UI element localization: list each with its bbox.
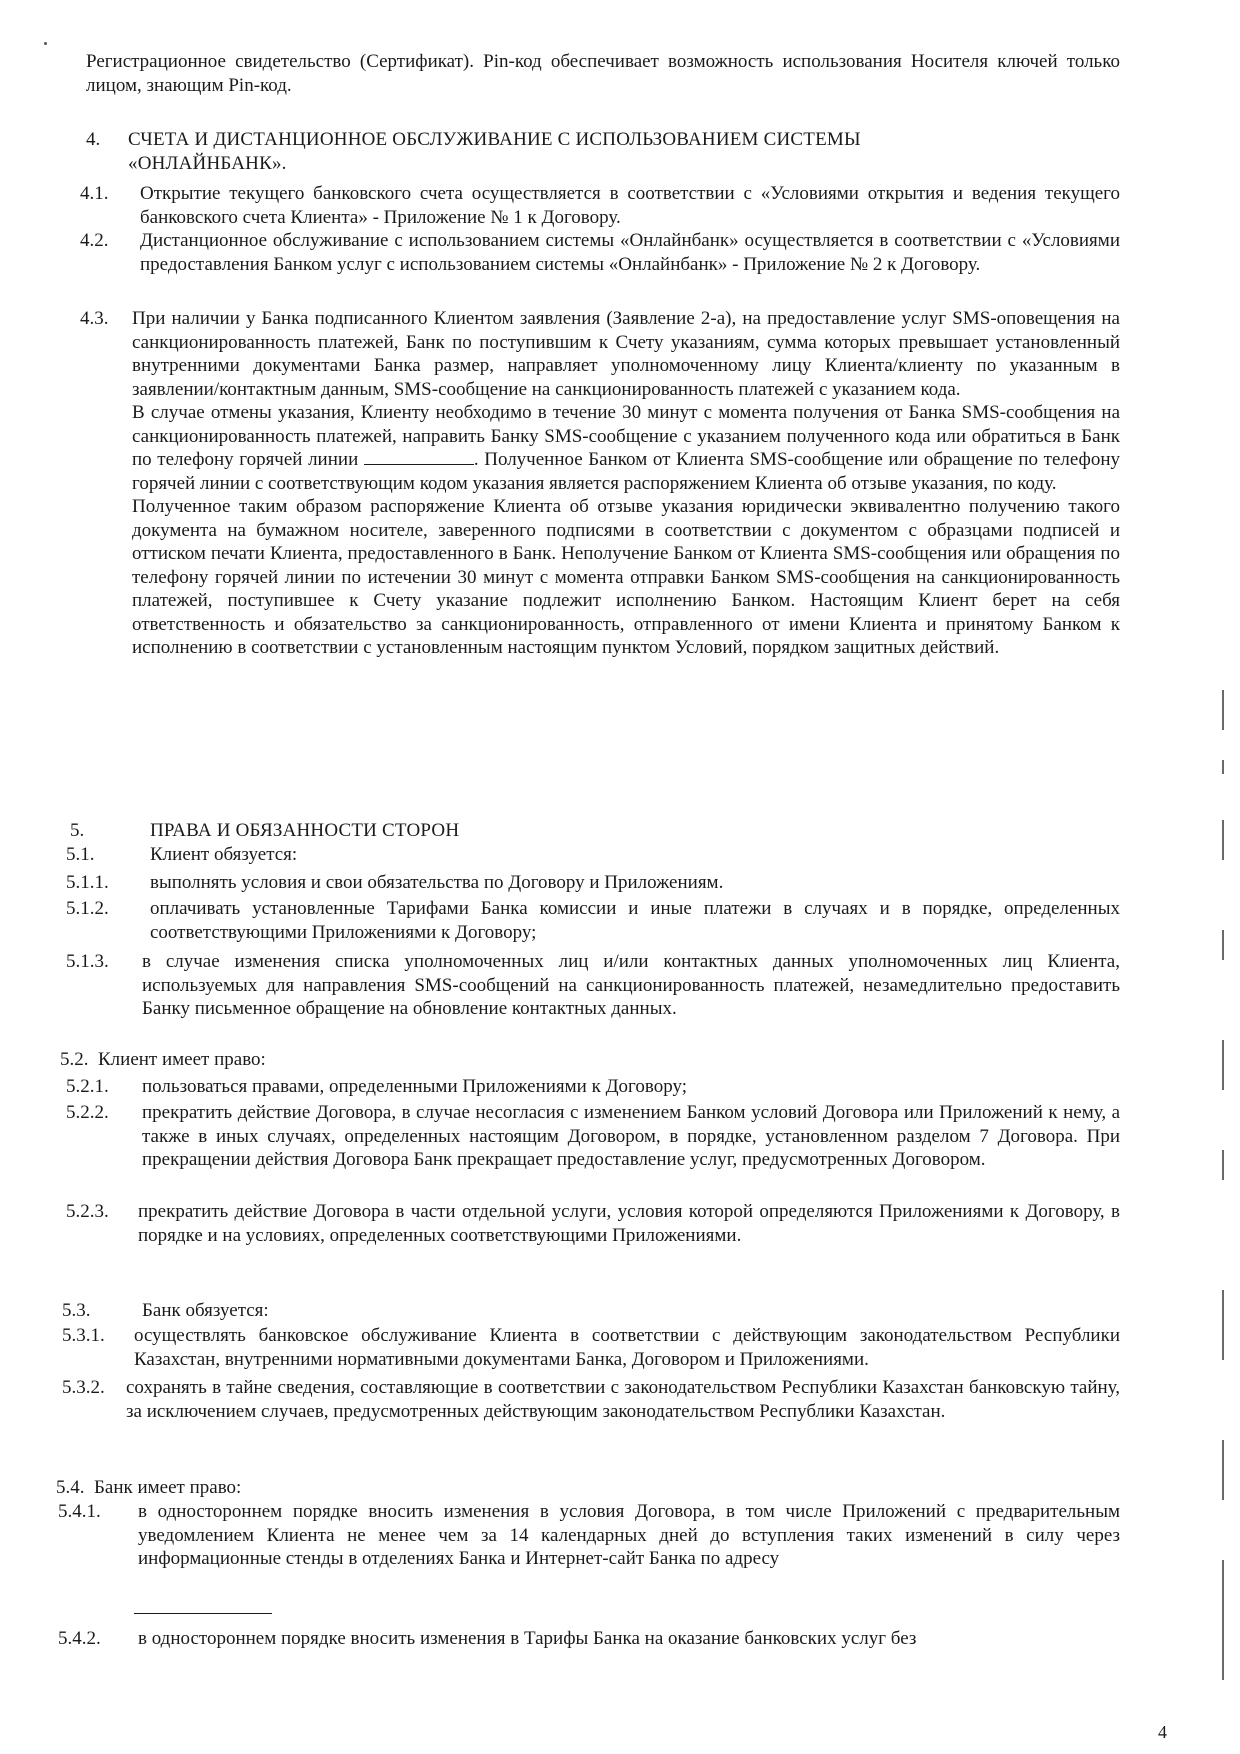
clause-4-1 [58, 182, 1120, 229]
scan-edge-mark [1222, 820, 1224, 860]
clause-number: 5.3. [62, 1300, 91, 1321]
clause-number: 5.1.2. [66, 898, 109, 919]
clause-5-2-1 [58, 1075, 1120, 1099]
clause-text: в одностороннем порядке вносить изменения в Тарифы Банка на оказание банковских услуг без [138, 1628, 917, 1649]
clause-5-3-1 [58, 1324, 1120, 1371]
clause-5-2-3 [58, 1200, 1120, 1247]
hotline-number-blank [364, 450, 474, 465]
clause-4-3 [58, 307, 1120, 660]
clause-5-4-2 [58, 1627, 1120, 1651]
scan-edge-mark [1222, 1560, 1224, 1680]
clause-number: 5.2.3. [66, 1201, 109, 1222]
section-4-title: СЧЕТА И ДИСТАНЦИОННОЕ ОБСЛУЖИВАНИЕ С ИСПОЛЬЗОВАНИЕМ СИСТЕМЫ «ОНЛАЙНБАНК». [128, 129, 861, 174]
clause-5-1-3 [58, 950, 1120, 1021]
section-4-number: 4. [86, 129, 101, 150]
clause-title: Банк обязуется: [142, 1300, 269, 1321]
clause-number: 4.3. [80, 308, 109, 329]
clause-5-3-2 [58, 1376, 1120, 1423]
scan-edge-mark [1222, 930, 1224, 960]
clause-number: 5.4.2. [58, 1628, 101, 1649]
clause-5-1-2 [58, 897, 1120, 944]
scan-speck [44, 42, 47, 45]
clause-text: Дистанционное обслуживание с использованием системы «Онлайнбанк» осуществляется в соответствии с «Условиями предоставления Банком услуг с использованием системы «Онлайнбанк» - Приложение № 2 к Договору. [140, 230, 1120, 275]
page-number: 4 [1158, 1722, 1167, 1742]
scan-edge-mark [1222, 1040, 1224, 1090]
clause-text: в одностороннем порядке вносить изменения в условия Договора, в том числе Приложений с предварительным уведомлением Клиента не менее чем за 14 календарных дней до вступления таких изменений в силу через информационные стенды в отделениях Банка и Интернет-сайт Банка по адресу [138, 1501, 1120, 1569]
clause-text: пользоваться правами, определенными Приложениями к Договору; [142, 1076, 687, 1097]
clause-text: оплачивать установленные Тарифами Банка комиссии и иные платежи в случаях и в порядке, определенных соответствующими Приложениями к Договору; [150, 898, 1120, 943]
clause-4-3-paragraph-1: При наличии у Банка подписанного Клиентом заявления (Заявление 2-а), на предоставление услуг SMS-оповещения на санкционированность платежей, Банк по поступившим к Счету указаниям, сумма которых превышает установленный внутренними документами Банка размер, направляет уполномоченному лицу Клиента/клиенту по указанным в заявлении/контактным данным, SMS-сообщение на санкционированность платежей с указанием кода. [132, 308, 1120, 400]
clause-text: сохранять в тайне сведения, составляющие в соответствии с законодательством Республики Казахстан банковскую тайну, за исключением случаев, предусмотренных действующим законодательством Республики Казахстан. [126, 1377, 1120, 1422]
clause-4-3-p2-start: В случае отмены указания, Клиенту необходимо в течение 30 минут с момента получения от Банка SMS-сообщения на санкционированность платежей, направить Банку SMS-сообщение с указанием полученного кода или обратиться в Банк по телефону горячей линии [132, 402, 1120, 470]
scan-edge-mark [1222, 1150, 1224, 1180]
clause-number: 5.1. [66, 844, 95, 865]
section-5-title: ПРАВА И ОБЯЗАННОСТИ СТОРОН [150, 820, 460, 841]
clause-number: 5.1.1. [66, 872, 109, 893]
clause-5-1-1 [58, 871, 1120, 895]
scan-edge-mark [1222, 1290, 1224, 1360]
clause-text: Открытие текущего банковского счета осуществляется в соответствии с «Условиями открытия и ведения текущего банковского счета Клиента» - Приложение № 1 к Договору. [140, 183, 1120, 228]
clause-5-2-2 [58, 1101, 1120, 1172]
section-5-number: 5. [70, 820, 85, 841]
footnote-separator [134, 1613, 272, 1614]
clause-5-4-heading: 5.4. Банк имеет право: [56, 1477, 242, 1498]
clause-text: прекратить действие Договора, в случае несогласия с изменением Банком условий Договора или Приложений к нему, а также в иных случаях, определенных настоящим Договором, в порядке, установленном разделом 7 Договора. При прекращении действия Договора Банк прекращает предоставление услуг, предусмотренных Договором. [142, 1102, 1120, 1170]
clause-text [132, 307, 1120, 660]
clause-number: 5.2.1. [66, 1076, 109, 1097]
clause-number: 5.3.1. [62, 1325, 105, 1346]
clause-4-3-paragraph-2 [132, 401, 1120, 495]
scan-edge-mark [1222, 1440, 1224, 1500]
clause-4-3-paragraph-3: Полученное таким образом распоряжение Клиента об отзыве указания юридически эквивалентно получению такого документа на бумажном носителе, заверенного подписями в соответствии с документом с образцами подписей и оттиском печати Клиента, предоставленного в Банк. Неполучение Банком от Клиента SMS-сообщения или обращения по телефону горячей линии по истечении 30 минут с момента отправки Банком SMS-сообщения на санкционированность платежей, поступившее к Счету указание подлежит исполнению Банком. Настоящим Клиент берет на себя ответственность и обязательство за санкционированность, отправленного от имени Клиента и принятому Банком к исполнению в соответствии с установленным настоящим пунктом Условий, порядком защитных действий. [132, 496, 1120, 658]
clause-text: прекратить действие Договора в части отдельной услуги, условия которой определяются Приложениями к Договору, в порядке и на условиях, определенных соответствующими Приложениями. [138, 1201, 1120, 1246]
clause-number: 4.1. [80, 183, 109, 204]
clause-5-4-1 [58, 1500, 1120, 1571]
clause-5-2-heading: 5.2. Клиент имеет право: [60, 1049, 266, 1070]
clause-4-2 [58, 229, 1120, 276]
clause-text: осуществлять банковское обслуживание Клиента в соответствии с действующим законодательством Республики Казахстан, внутренними нормативными документами Банка, Договором и Приложениями. [134, 1325, 1120, 1370]
clause-text: в случае изменения списка уполномоченных лиц и/или контактных данных уполномоченных лиц Клиента, используемых для направления SMS-сообщений на санкционированность платежей, незамедлительно предоставить Банку письменное обращение на обновление контактных данных. [142, 951, 1120, 1019]
clause-5-1 [58, 843, 1120, 867]
scan-edge-mark [1222, 690, 1224, 730]
clause-number: 5.4.1. [58, 1501, 101, 1522]
clause-number: 5.1.3. [66, 951, 109, 972]
section-4-heading [58, 128, 1120, 175]
scan-edge-mark [1222, 760, 1224, 774]
clause-4-3-p2-end: . Полученное Банком от Клиента SMS-сообщение или обращение по телефону горячей линии с соответствующим кодом указания является распоряжением Клиента об отзыве указания, по коду. [132, 449, 1120, 494]
intro-paragraph: Регистрационное свидетельство (Сертификат). Pin-код обеспечивает возможность использования Носителя ключей только лицом, знающим Pin-код. [86, 51, 1120, 96]
clause-title: Клиент обязуется: [150, 844, 298, 865]
clause-5-3 [58, 1299, 1120, 1323]
clause-text: выполнять условия и свои обязательства по Договору и Приложениям. [150, 872, 724, 893]
clause-number: 5.2.2. [66, 1102, 109, 1123]
section-5-heading [58, 819, 1120, 843]
clause-number: 5.3.2. [62, 1377, 105, 1398]
clause-number: 4.2. [80, 230, 109, 251]
